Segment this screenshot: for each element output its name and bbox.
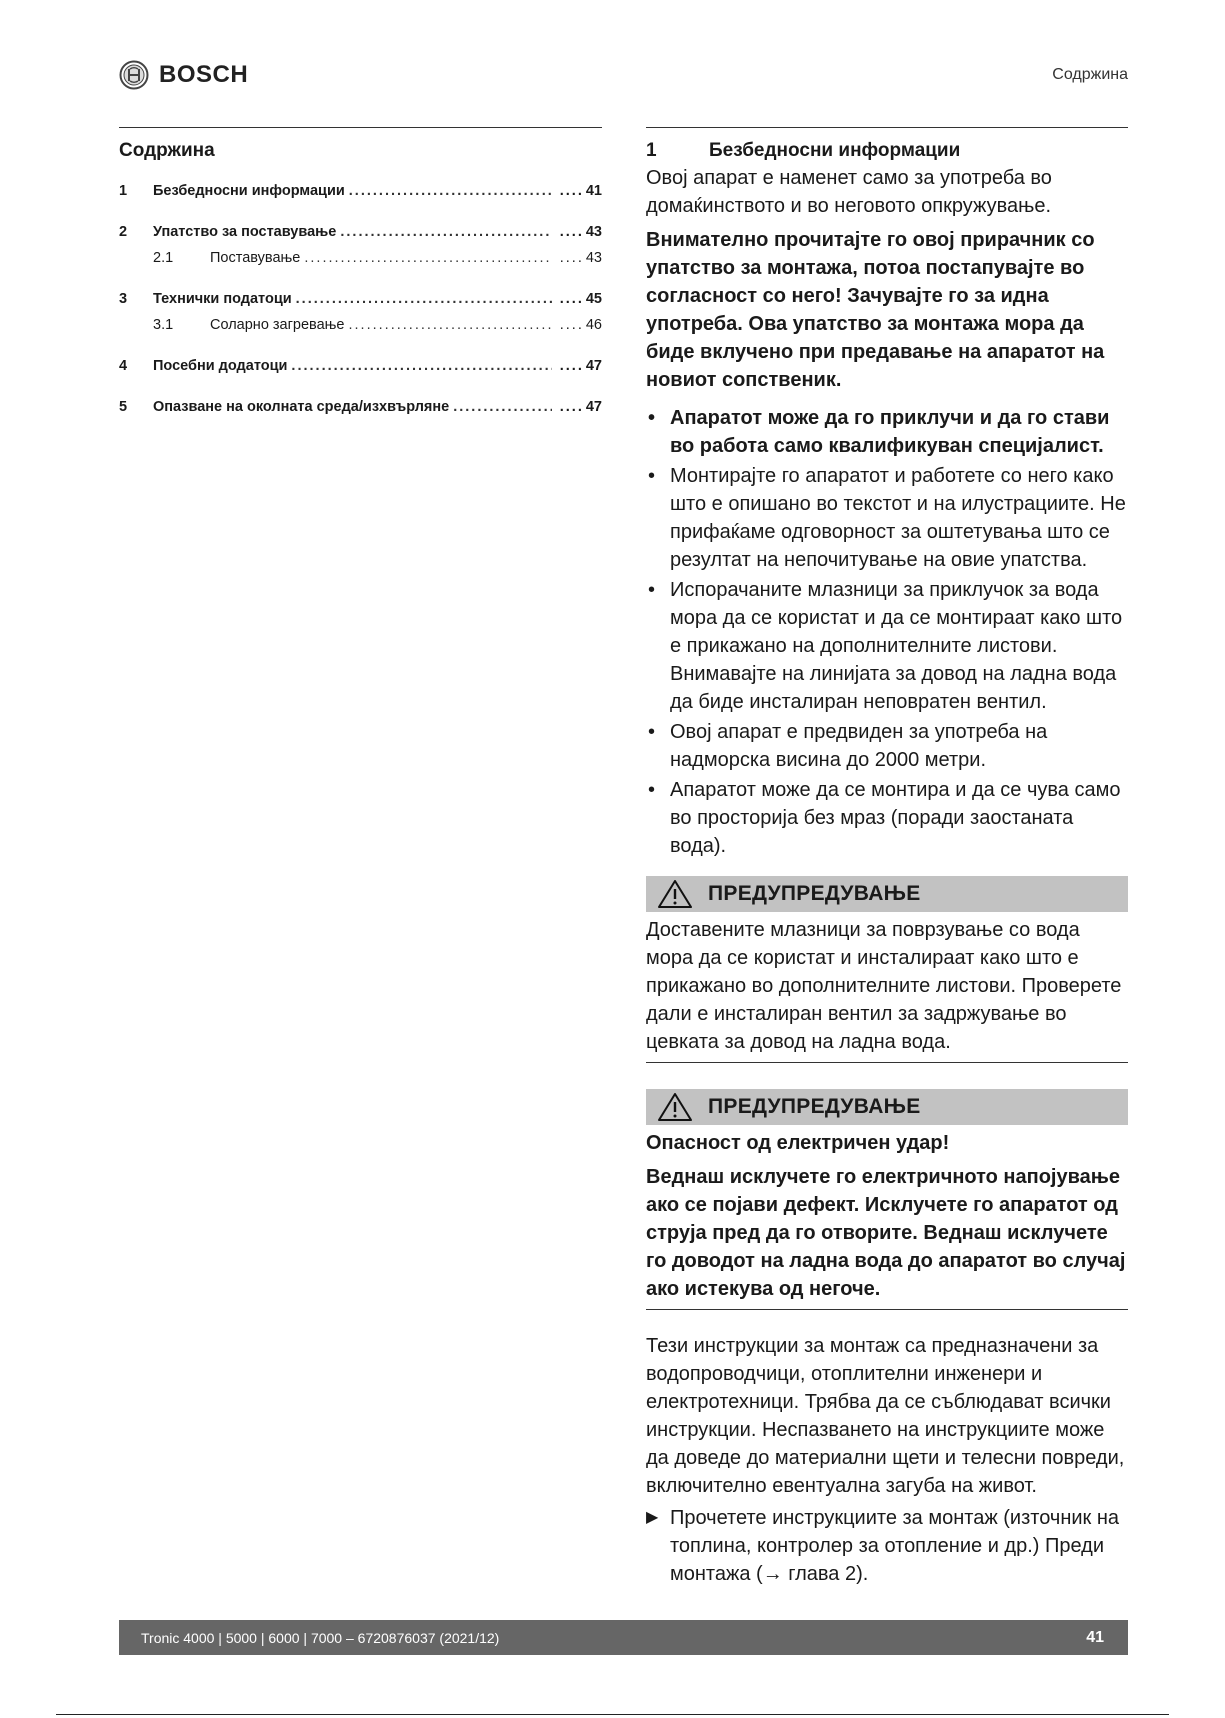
bold-notice: Внимателно прочитајте го овој прирачник со упатство за монтажа, потоа постапувајте во согласност со него! Зачувајте го за идна употреба. Ова упатство за монтажа мора да биде вклучено при предавање на апаратот на новиот сопственик. (646, 229, 1105, 391)
warning-triangle-icon (656, 878, 694, 910)
toc-entry-title: Безбедносни информации (153, 183, 345, 199)
warning-banner (646, 1089, 1128, 1125)
toc-entry[interactable] (119, 358, 602, 384)
toc-entry-title: Технички податоци (153, 291, 292, 307)
warning-triangle-icon (656, 1091, 694, 1123)
toc-entry-page: .... 41 (552, 183, 602, 199)
warning-text: Доставените млазници за поврзување со вода мора да се користат и инсталираат како што е прикажано во дополнителните листови. Проверете дали е инсталиран вентил за задржување во цевката за довод на ладна вода. (646, 919, 1122, 1053)
warning-text: Веднаш исклучете го електричното напојување ако се појави дефект. Исклучете го апаратот од струја пред да го отворите. Веднаш исклучете го доводот на ладна вода до апаратот во случај ако истекува од негоче. (646, 1166, 1126, 1300)
section-heading (646, 138, 1128, 164)
toc-entry-page: .... 47 (552, 358, 602, 374)
brand-name: BOSCH (159, 61, 249, 88)
warning-banner (646, 876, 1128, 912)
list-item: • Овој апарат е предвиден за употреба на надморска висина до 2000 метри. (646, 718, 1128, 774)
safety-bullet-list (646, 404, 1128, 860)
list-item: • Монтирајте го апаратот и работете со него како што е опишано во текстот и на илустрациите. Не прифаќаме одговорност за оштетувања што се резултат на непочитување на овие упатства. (646, 462, 1128, 574)
toc-subentry[interactable] (119, 250, 602, 276)
toc-entry-number: 2.1 (153, 250, 174, 266)
toc-leader-dots (300, 250, 551, 266)
list-item: ▶ Прочетете инструкциите за монтаж (източник на топлина, контролер за отопление и др.) Преди монтажа (→ глава 2). (646, 1504, 1128, 1588)
toc-entry-title: Упатство за поставување (153, 224, 337, 240)
toc-leader-dots (345, 183, 552, 199)
page-edge-divider (56, 1714, 1169, 1715)
section-number: 1 (646, 140, 657, 161)
toc-title: Содржина (119, 140, 215, 161)
toc-entry-page: .... 47 (552, 399, 602, 415)
toc-entry-number: 3.1 (153, 317, 174, 333)
page-number: 41 (1086, 1628, 1104, 1646)
toc-leader-dots (287, 358, 551, 374)
list-item: • Апаратот може да се монтира и да се чува само во просторија без мраз (поради заостаната вода). (646, 776, 1128, 860)
toc-entry-page: .... 46 (552, 317, 602, 333)
warning-body (646, 1125, 1128, 1310)
toc-entry-title: Соларно загревање (210, 317, 345, 333)
toc-leader-dots (336, 224, 551, 240)
toc-leader-dots (292, 291, 552, 307)
list-item: • Испорачаните млазници за приклучок за вода мора да се користат и да се монтираат како што е прикажано на дополнителните листови. Внимавајте на линијата за довод на ладна вода да биде инсталиран неповратен вентил. (646, 576, 1128, 716)
warning-label: ПРЕДУПРЕДУВАЊЕ (708, 882, 921, 905)
installer-paragraph: Тези инструкции за монтаж са предназначени за водопроводчици, отоплителни инженери и електротехници. Трябва да се съблюдават всички инструкции. Неспазването на инструкциите може да доведе до материални щети и телесни повреди, включително евентуална загуба на живот. (646, 1335, 1125, 1497)
toc-entry-page: .... 43 (552, 224, 602, 240)
toc-entry-number: 1 (119, 183, 128, 199)
bosch-logo-icon (119, 60, 149, 90)
table-of-contents (119, 127, 602, 425)
brand-logo (119, 60, 248, 90)
toc-entry[interactable] (119, 399, 602, 425)
toc-entry-page: .... 43 (552, 250, 602, 266)
toc-entry-number: 3 (119, 291, 128, 307)
warning-label: ПРЕДУПРЕДУВАЊЕ (708, 1095, 921, 1118)
action-list (646, 1504, 1128, 1588)
toc-entry[interactable] (119, 183, 602, 209)
toc-leader-dots (345, 317, 552, 333)
header-section-title: Содржина (1052, 66, 1128, 83)
toc-entry-number: 4 (119, 358, 128, 374)
toc-entry-page: .... 45 (552, 291, 602, 307)
toc-leader-dots (449, 399, 552, 415)
section-title: Безбедносни информации (709, 140, 961, 161)
toc-entry[interactable] (119, 224, 602, 250)
list-item: • Апаратот може да го приклучи и да го стави во работа само квалификуван специјалист. (646, 404, 1128, 460)
warning-heading: Опасност од електричен удар! (646, 1132, 950, 1154)
footer-document-id: Tronic 4000 | 5000 | 6000 | 7000 – 6720876037 (2021/12) (141, 1629, 500, 1646)
safety-section (646, 127, 1128, 1588)
intro-paragraph: Овој апарат е наменет само за употреба во домаќинството и во неговото опкружување. (646, 167, 1052, 217)
page-footer (119, 1620, 1128, 1655)
toc-entry-title: Посебни додатоци (153, 358, 288, 374)
toc-entry-number: 5 (119, 399, 128, 415)
toc-entry[interactable] (119, 291, 602, 317)
toc-entry-title: Поставување (210, 250, 301, 266)
toc-subentry[interactable] (119, 317, 602, 343)
warning-body (646, 912, 1128, 1063)
toc-entry-title: Опазване на околната среда/изхвърляне (153, 399, 450, 415)
toc-entry-number: 2 (119, 224, 128, 240)
